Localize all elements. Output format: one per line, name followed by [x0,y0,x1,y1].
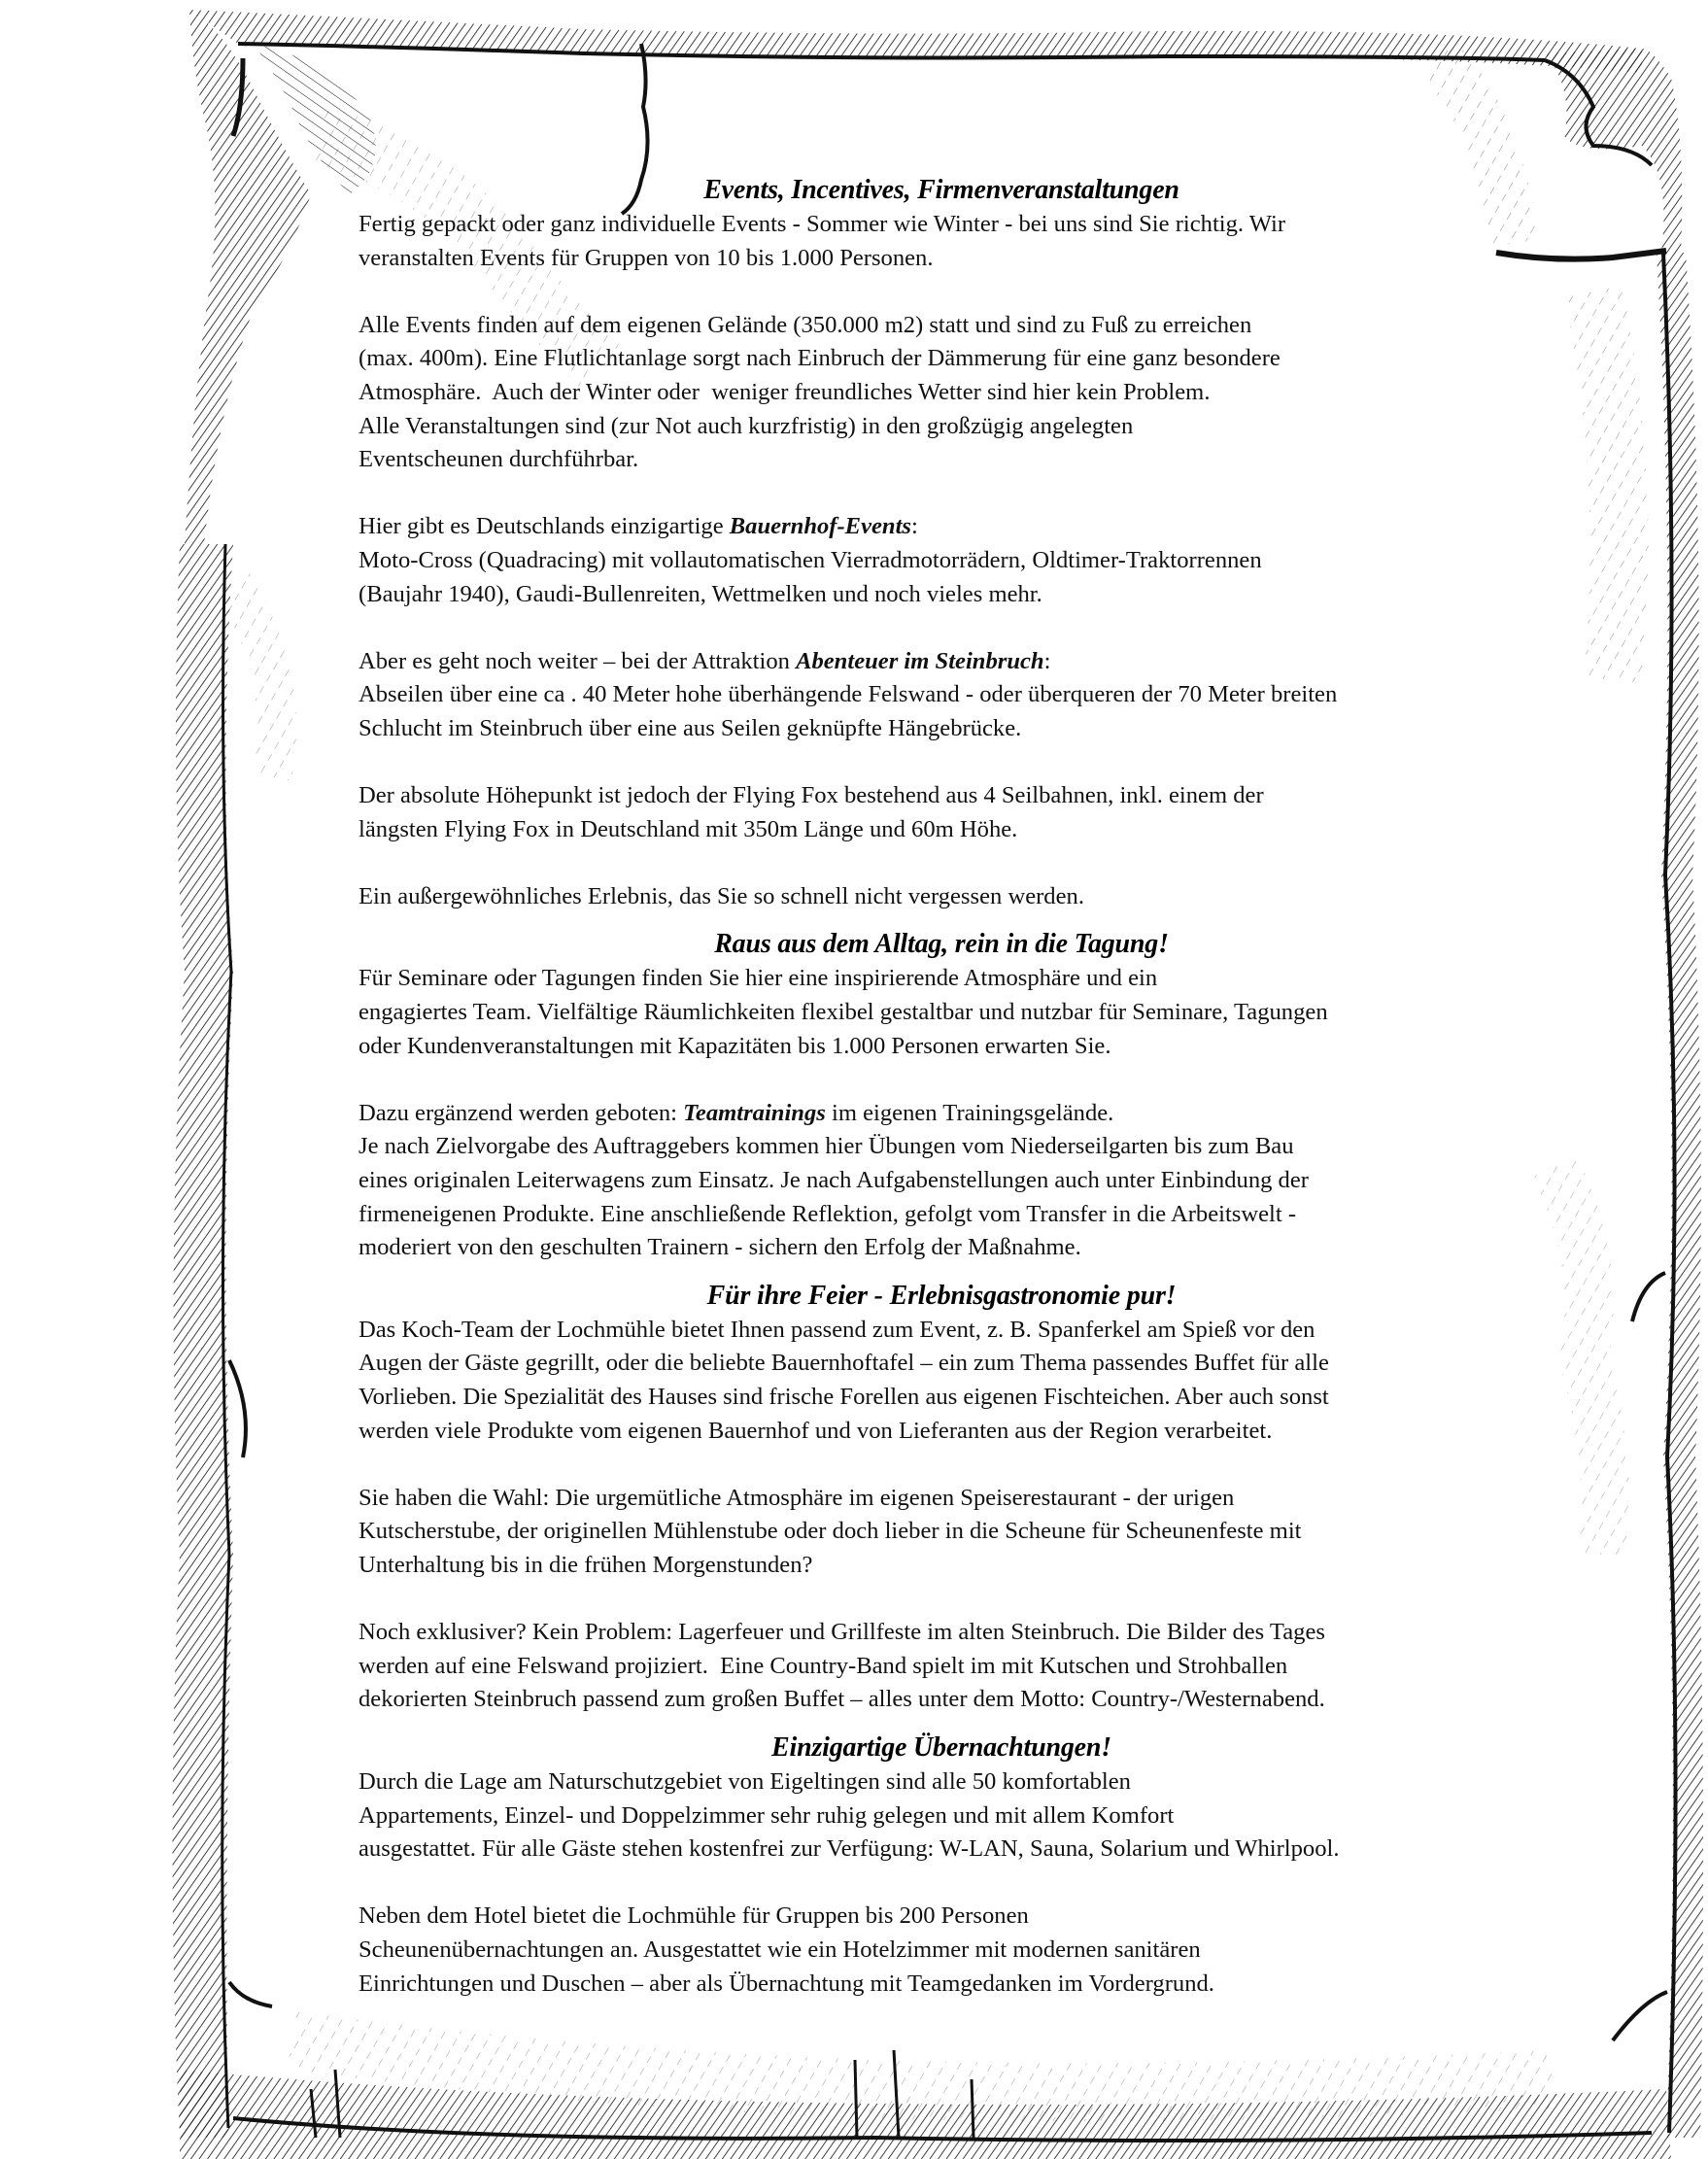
paragraph-line: Fertig gepackt oder ganz individuelle Events - Sommer wie Winter - bei uns sind Sie richtig. Wir [359,211,1286,237]
paragraph-line: Kutscherstube, der originellen Mühlenstube oder doch lieber in die Scheune für Scheunenfeste mit [359,1518,1302,1545]
paragraph-line: engagiertes Team. Vielfältige Räumlichkeiten flexibel gestaltbar und nutzbar für Seminare, Tagungen [359,999,1328,1026]
section-heading: Events, Incentives, Firmenveranstaltungen [703,175,1179,205]
paragraph-line: oder Kundenveranstaltungen mit Kapazitäten bis 1.000 Personen erwarten Sie. [359,1032,1111,1059]
section-heading: Raus aus dem Alltag, rein in die Tagung! [714,929,1169,960]
paragraph-line: (Baujahr 1940), Gaudi-Bullenreiten, Wettmelken und noch vieles mehr. [359,580,1042,607]
paragraph-line: Je nach Zielvorgabe des Auftraggebers kommen hier Übungen vom Niederseilgarten bis zum Bau [359,1133,1294,1160]
paragraph-intro: Dazu ergänzend werden geboten: Teamtrainings im eigenen Trainingsgelände. [359,1099,1114,1126]
paragraph-line: moderiert von den geschulten Trainern - sichern den Erfolg der Maßnahme. [359,1234,1081,1261]
section-tagung [359,927,1524,1264]
section-gastronomie [359,1279,1524,1717]
paragraph-line: werden auf eine Felswand projiziert. Eine Country-Band spielt im mit Kutschen und Strohballen [359,1652,1288,1679]
paragraph-line: dekorierten Steinbruch passend zum großen Buffet – alles unter dem Motto: Country-/Westernabend. [359,1686,1325,1713]
paragraph-line: (max. 400m). Eine Flutlichtanlage sorgt nach Einbruch der Dämmerung für eine ganz besondere [359,345,1281,372]
paragraph-line: Eventscheunen durchführbar. [359,446,639,473]
paragraph-line: Alle Veranstaltungen sind (zur Not auch kurzfristig) in den großzügig angelegten [359,412,1134,439]
paragraph-line: längsten Flying Fox in Deutschland mit 350m Länge und 60m Höhe. [359,815,1018,842]
paragraph-line: Einrichtungen und Duschen – aber als Übernachtung mit Teamgedanken im Vordergrund. [359,1970,1214,1997]
paragraph-line: ausgestattet. Für alle Gäste stehen kostenfrei zur Verfügung: W-LAN, Sauna, Solarium und Whirlpool. [359,1835,1340,1863]
paragraph-line: Appartements, Einzel- und Doppelzimmer sehr ruhig gelegen und mit allem Komfort [359,1801,1175,1829]
document-body [359,173,1524,2001]
paragraph-intro: Hier gibt es Deutschlands einzigartige Bauernhof-Events: [359,513,918,540]
paragraph-line: Moto-Cross (Quadracing) mit vollautomatischen Vierradmotorrädern, Oldtimer-Traktorrennen [359,546,1262,573]
paragraph-line: Das Koch-Team der Lochmühle bietet Ihnen passend zum Event, z. B. Spanferkel am Spieß vor den [359,1316,1315,1343]
paragraph-line: Neben dem Hotel bietet die Lochmühle für Gruppen bis 200 Personen [359,1902,1029,1930]
paragraph-line: Alle Events finden auf dem eigenen Gelände (350.000 m2) statt und sind zu Fuß zu erreichen [359,311,1252,338]
paragraph-line: eines originalen Leiterwagens zum Einsatz. Je nach Aufgabenstellungen auch unter Einbindung der [359,1167,1309,1194]
emphasis-bauernhof-events: Bauernhof-Events [729,513,911,540]
paragraph-line: firmeneigenen Produkte. Eine anschließende Reflektion, gefolgt vom Transfer in die Arbeitswelt - [359,1200,1297,1227]
paragraph-line: Atmosphäre. Auch der Winter oder weniger freundliches Wetter sind hier kein Problem. [359,378,1211,405]
paragraph-line: Abseilen über eine ca . 40 Meter hohe überhängende Felswand - oder überqueren der 70 Meter breiten [359,681,1338,708]
paragraph-line: Ein außergewöhnliches Erlebnis, das Sie so schnell nicht vergessen werden. [359,882,1084,909]
section-heading: Für ihre Feier - Erlebnisgastronomie pur! [706,1280,1177,1311]
section-uebernachtungen [359,1731,1524,2001]
paragraph-line: Vorlieben. Die Spezialität des Hauses sind frische Forellen aus eigenen Fischteichen. Aber auch sonst [359,1384,1329,1410]
paragraph-line: Für Seminare oder Tagungen finden Sie hier eine inspirierende Atmosphäre und ein [359,965,1158,992]
paragraph-line: Augen der Gäste gegrillt, oder die beliebte Bauernhoftafel – ein zum Thema passendes Buffet für alle [359,1350,1329,1377]
paragraph-line: werden viele Produkte vom eigenen Bauernhof und von Lieferanten aus der Region verarbeitet. [359,1417,1273,1444]
emphasis-abenteuer-steinbruch: Abenteuer im Steinbruch [796,647,1044,674]
paragraph-line: Unterhaltung bis in die frühen Morgenstunden? [359,1551,813,1578]
paragraph-line: Scheunenübernachtungen an. Ausgestattet wie ein Hotelzimmer mit modernen sanitären [359,1936,1201,1963]
paragraph-intro: Aber es geht noch weiter – bei der Attraktion Abenteuer im Steinbruch: [359,647,1051,674]
emphasis-teamtrainings: Teamtrainings [683,1099,826,1126]
paragraph-line: Noch exklusiver? Kein Problem: Lagerfeuer und Grillfeste im alten Steinbruch. Die Bilder des Tages [359,1619,1325,1646]
paragraph-line: Der absolute Höhepunkt ist jedoch der Flying Fox bestehend aus 4 Seilbahnen, inkl. einem der [359,782,1264,809]
paragraph-line: Schlucht im Steinbruch über eine aus Seilen geknüpfte Hängebrücke. [359,714,1022,741]
section-heading: Einzigartige Übernachtungen! [771,1731,1111,1763]
section-events [359,173,1524,913]
paragraph-line: Sie haben die Wahl: Die urgemütliche Atmosphäre im eigenen Speiserestaurant - der urigen [359,1484,1235,1511]
paragraph-line: veranstalten Events für Gruppen von 10 bis 1.000 Personen. [359,244,934,271]
paragraph-line: Durch die Lage am Naturschutzgebiet von Eigeltingen sind alle 50 komfortablen [359,1767,1131,1795]
